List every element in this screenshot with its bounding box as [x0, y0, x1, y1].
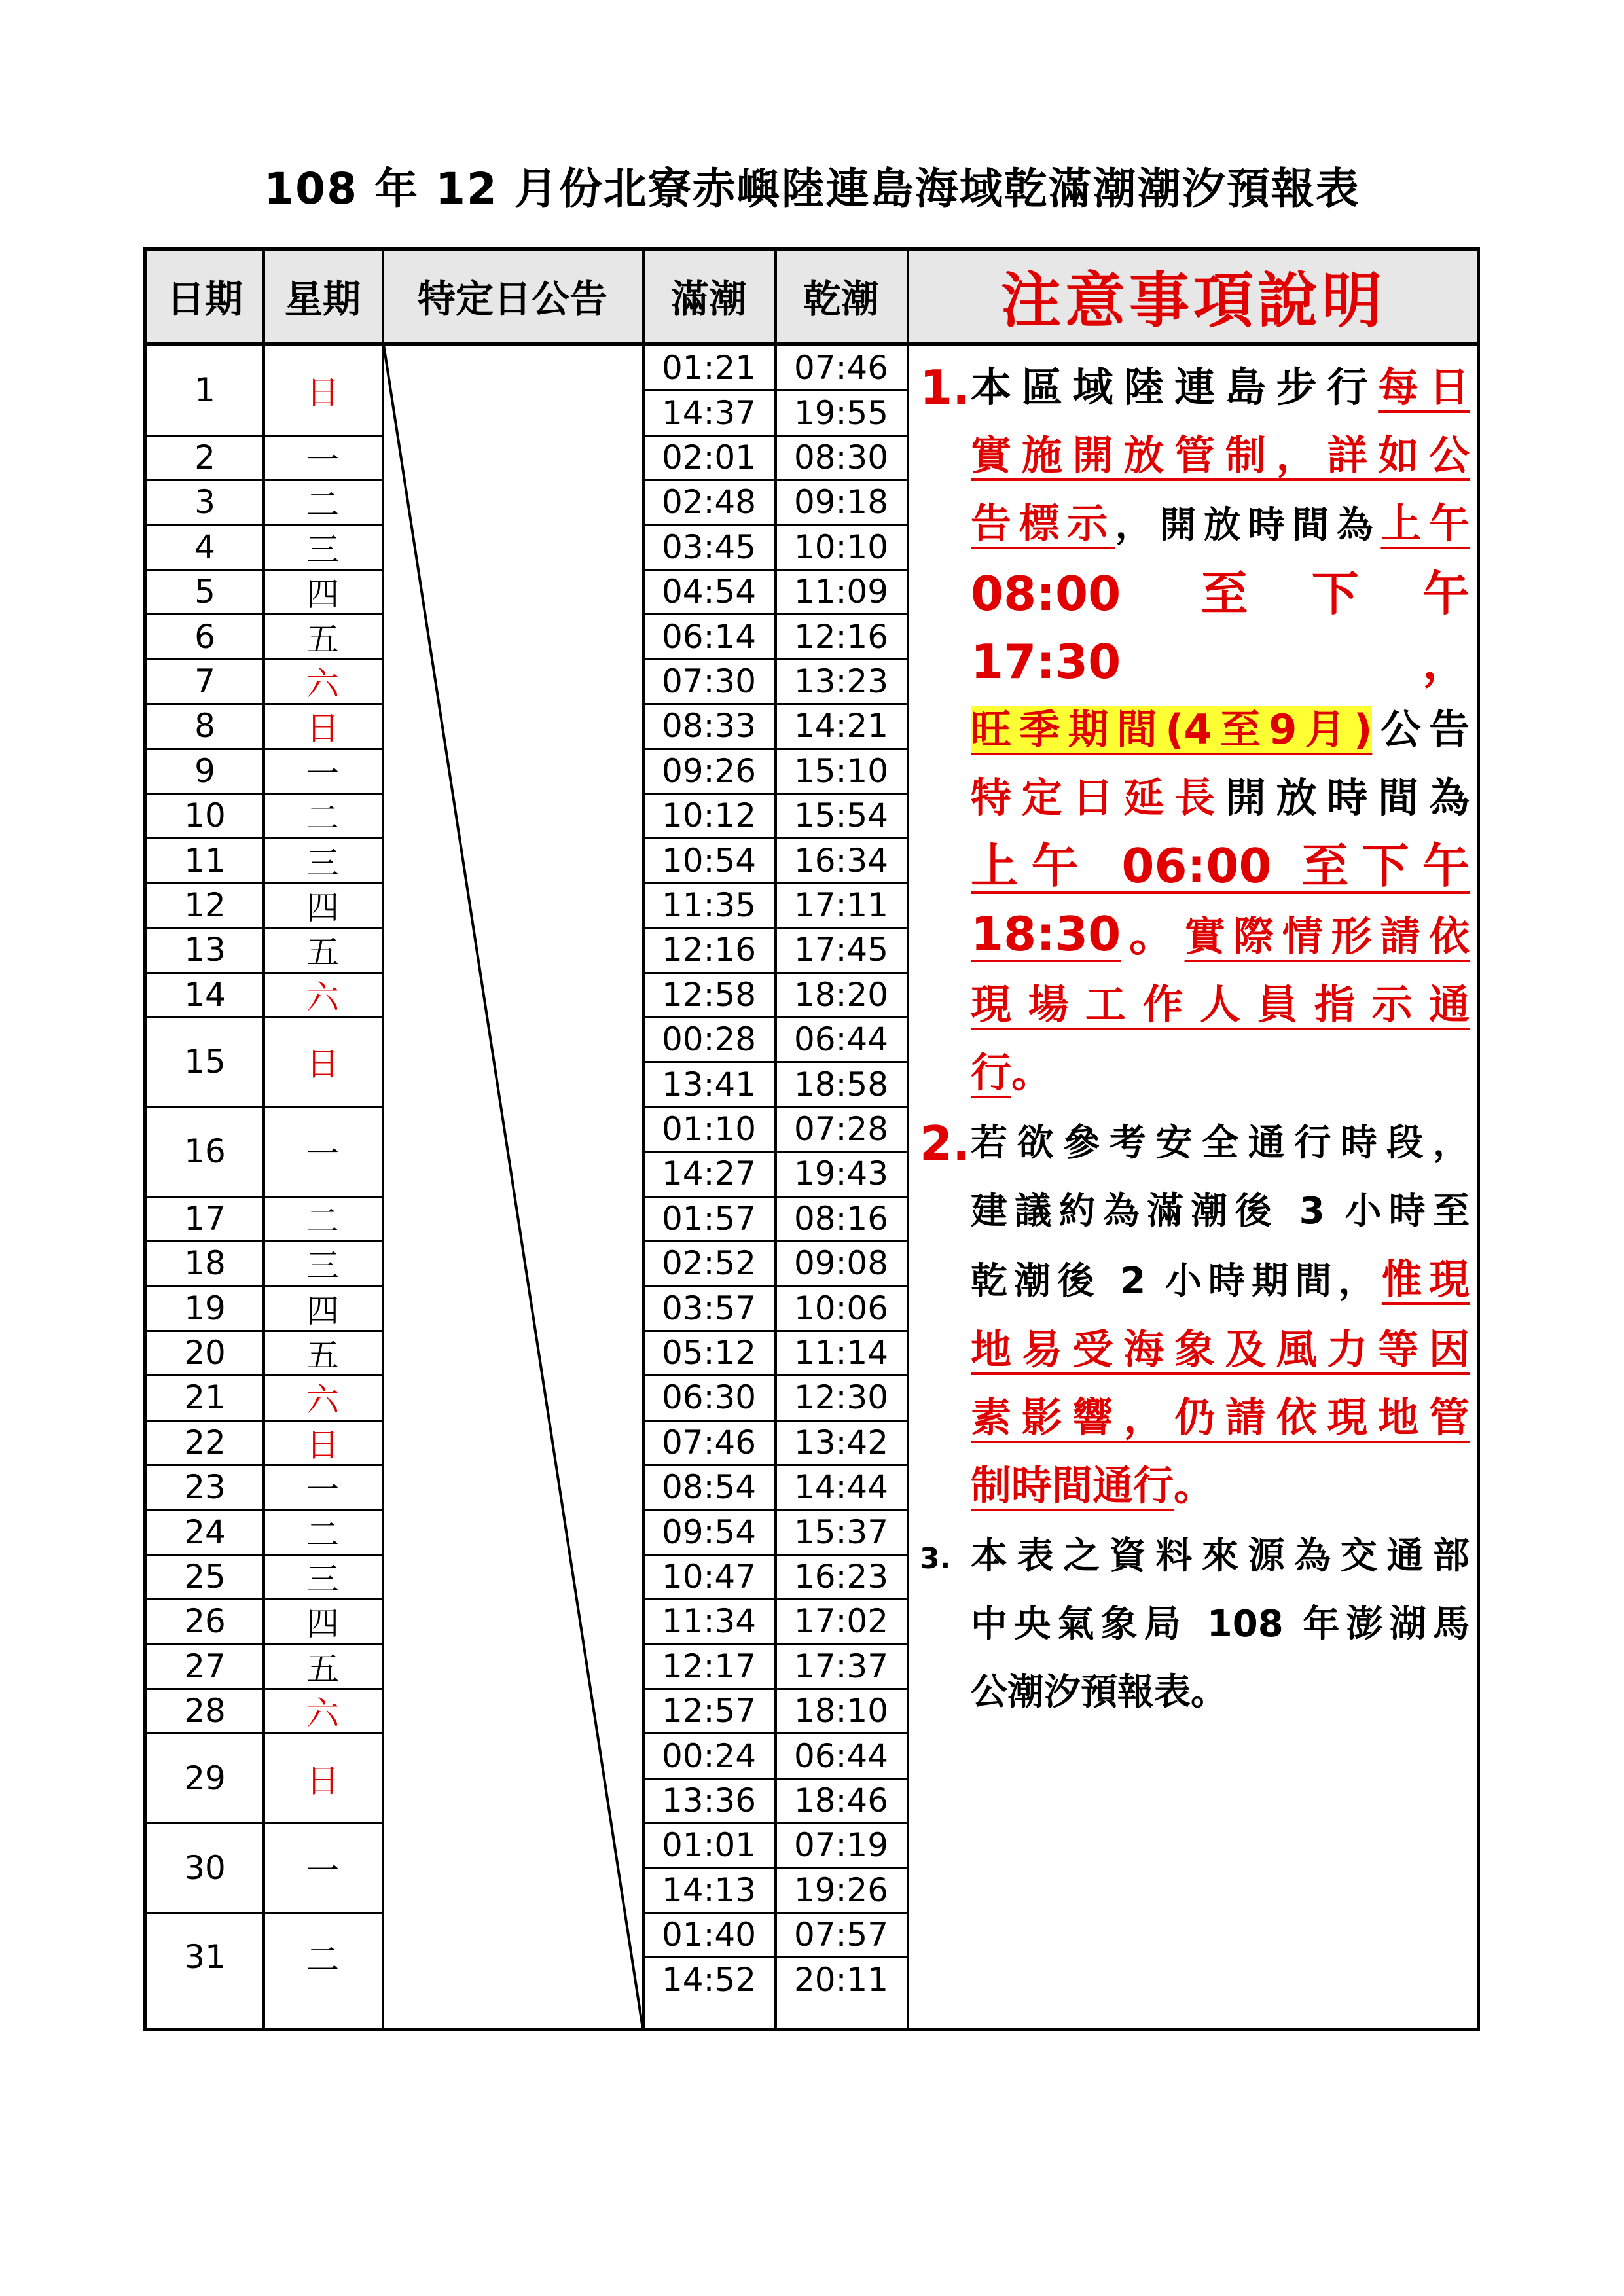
note-1-d: 告標示 [971, 499, 1115, 547]
note-2-g: 制時間通行 [971, 1462, 1174, 1509]
high-tide-time: 07:46 [661, 1423, 757, 1462]
weekday-cell: 日 [306, 1426, 339, 1464]
note-2-b: 建議約為滿潮後 3 小時至 [971, 1190, 1470, 1232]
date-cell: 30 [184, 1848, 226, 1887]
weekday-cell: 四 [306, 575, 339, 614]
note-1-l: 開放時間為 [1225, 774, 1470, 821]
low-tide-time: 18:20 [793, 975, 889, 1014]
weekday-cell: 三 [306, 1560, 339, 1598]
date-cell: 24 [184, 1513, 226, 1551]
note-1-b: 每日 [1378, 363, 1470, 411]
note-3-b: 中央氣象局 108 年澎湖馬 [971, 1603, 1470, 1645]
high-tide-time: 02:48 [661, 483, 757, 522]
weekday-cell: 日 [306, 1761, 339, 1800]
low-tide-time: 06:44 [793, 1020, 889, 1059]
note-1-h: ， [1121, 634, 1470, 689]
high-tide-time: 12:17 [661, 1647, 757, 1685]
date-cell: 5 [194, 573, 215, 611]
header-high-tide: 滿潮 [670, 277, 747, 321]
low-tide-time: 12:30 [793, 1378, 889, 1417]
page-title: 108 年 12 月份北寮赤嶼陸連島海域乾滿潮潮汐預報表 [264, 164, 1360, 214]
date-cell: 23 [184, 1468, 226, 1507]
low-tide-time: 17:37 [793, 1647, 889, 1685]
high-tide-time: 02:01 [661, 438, 757, 476]
note-1-j: 公告 [1372, 706, 1470, 753]
low-tide-time: 17:02 [793, 1602, 889, 1641]
weekday-cell: 二 [306, 1515, 339, 1554]
low-tide-time: 20:11 [793, 1960, 889, 1999]
low-tide-time: 08:16 [793, 1199, 889, 1238]
high-tide-time: 09:54 [661, 1513, 757, 1551]
high-tide-time: 08:33 [661, 707, 757, 745]
low-tide-time: 18:10 [793, 1692, 889, 1731]
weekday-cell: 五 [306, 1649, 339, 1688]
low-tide-time: 06:44 [793, 1736, 889, 1775]
weekday-cell: 五 [306, 1336, 339, 1374]
low-tide-time: 15:37 [793, 1513, 889, 1551]
high-tide-time: 10:54 [661, 841, 757, 880]
header-weekday: 星期 [284, 277, 361, 321]
note-2-e: 地易受海象及風力等因 [971, 1325, 1470, 1373]
low-tide-time: 07:19 [793, 1826, 889, 1865]
date-cell: 14 [184, 975, 226, 1014]
date-cell: 13 [184, 931, 226, 969]
notes-panel [920, 353, 1470, 1727]
weekday-cell: 五 [306, 933, 339, 972]
weekday-cell: 六 [306, 665, 339, 703]
high-tide-time: 14:27 [661, 1155, 757, 1193]
date-cell: 18 [184, 1244, 226, 1283]
weekday-cell: 四 [306, 1291, 339, 1330]
note-1-n: 18:30 [971, 906, 1121, 961]
low-tide-time: 15:10 [793, 751, 889, 790]
low-tide-time: 14:44 [793, 1468, 889, 1507]
high-tide-time: 06:14 [661, 617, 757, 656]
note-2-d: 惟現 [1381, 1255, 1470, 1303]
note-2 [920, 1109, 1470, 1520]
high-tide-time: 00:28 [661, 1020, 757, 1059]
note-1-o: 。 [1121, 906, 1185, 961]
high-tide-time: 12:16 [661, 931, 757, 969]
weekday-cell: 一 [306, 1135, 339, 1174]
low-tide-time: 11:09 [793, 573, 889, 611]
high-tide-time: 08:54 [661, 1468, 757, 1507]
note-2-h: 。 [1174, 1462, 1215, 1509]
date-cell: 26 [184, 1602, 226, 1641]
header-low-tide: 乾潮 [803, 277, 879, 321]
low-tide-time: 09:08 [793, 1244, 889, 1283]
low-tide-time: 13:42 [793, 1423, 889, 1462]
note-1-f: 上午 [1380, 499, 1470, 547]
date-cell: 31 [184, 1938, 226, 1977]
high-tide-time: 01:40 [661, 1916, 757, 1954]
note-1-number: 1. [920, 360, 971, 415]
date-cell: 9 [194, 751, 215, 790]
note-1-r: 行 [971, 1049, 1012, 1096]
low-tide-time: 19:43 [793, 1155, 889, 1193]
note-1-s: 。 [1011, 1049, 1053, 1096]
high-tide-time: 01:21 [661, 349, 757, 387]
high-tide-time: 01:01 [661, 1826, 757, 1865]
weekday-cell: 六 [306, 1695, 339, 1733]
note-3-a: 本表之資料來源為交通部 [971, 1535, 1470, 1577]
high-tide-time: 10:47 [661, 1557, 757, 1596]
high-tide-time: 00:24 [661, 1736, 757, 1775]
weekday-cell: 四 [306, 1605, 339, 1643]
high-tide-time: 01:10 [661, 1109, 757, 1148]
weekday-cell: 三 [306, 844, 339, 882]
weekday-cell: 日 [306, 374, 339, 412]
low-tide-time: 11:14 [793, 1333, 889, 1372]
high-tide-time: 12:57 [661, 1692, 757, 1731]
date-cell: 11 [184, 841, 226, 880]
low-tide-time: 15:54 [793, 797, 889, 835]
high-tide-time: 02:52 [661, 1244, 757, 1283]
low-tide-time: 18:58 [793, 1065, 889, 1103]
date-cell: 7 [194, 662, 215, 700]
low-tide-time: 19:55 [793, 393, 889, 432]
note-1-m: 上午 06:00 至下午 [971, 838, 1470, 893]
high-tide-time: 06:30 [661, 1378, 757, 1417]
weekday-cell: 三 [306, 530, 339, 569]
weekday-cell: 二 [306, 486, 339, 524]
low-tide-time: 09:18 [793, 483, 889, 522]
low-tide-time: 14:21 [793, 707, 889, 745]
note-1-i: 旺季期間(4至9月) [971, 706, 1373, 753]
low-tide-time: 07:28 [793, 1109, 889, 1148]
note-1-e: ，開放時間為 [1115, 504, 1381, 547]
date-cell: 1 [194, 371, 215, 410]
note-2-a: 若欲參考安全通行時段， [971, 1122, 1470, 1164]
weekday-cell: 二 [306, 1202, 339, 1240]
low-tide-time: 17:11 [793, 886, 889, 924]
date-cell: 21 [184, 1378, 226, 1417]
weekday-cell: 六 [306, 1381, 339, 1420]
weekday-cell: 二 [306, 1941, 339, 1979]
weekday-cell: 三 [306, 1247, 339, 1285]
high-tide-time: 11:35 [661, 886, 757, 924]
date-cell: 25 [184, 1557, 226, 1596]
high-tide-time: 14:37 [661, 393, 757, 432]
note-1-k: 特定日延長 [971, 774, 1225, 821]
low-tide-time: 07:46 [793, 349, 889, 387]
high-tide-time: 05:12 [661, 1333, 757, 1372]
low-tide-time: 18:46 [793, 1781, 889, 1820]
weekday-cell: 日 [306, 1045, 339, 1084]
weekday-cell: 日 [306, 709, 339, 748]
weekday-cell: 一 [306, 1471, 339, 1509]
note-3-c: 公潮汐預報表。 [971, 1671, 1227, 1713]
weekday-cell: 一 [306, 441, 339, 479]
date-cell: 2 [194, 438, 215, 476]
note-1-c: 實施開放管制，詳如公 [971, 431, 1470, 479]
low-tide-time: 17:45 [793, 931, 889, 969]
date-cell: 4 [194, 528, 215, 566]
note-1-p: 實際情形請依 [1184, 912, 1470, 960]
low-tide-time: 12:16 [793, 617, 889, 656]
high-tide-time: 03:57 [661, 1289, 757, 1327]
weekday-cell: 二 [306, 799, 339, 838]
high-tide-time: 12:58 [661, 975, 757, 1014]
low-tide-time: 07:57 [793, 1916, 889, 1954]
date-cell: 22 [184, 1423, 226, 1462]
low-tide-time: 16:34 [793, 841, 889, 880]
note-3 [920, 1522, 1470, 1727]
notes-title: 注意事項說明 [1000, 266, 1386, 336]
high-tide-time: 11:34 [661, 1602, 757, 1641]
weekday-cell: 四 [306, 889, 339, 927]
date-cell: 6 [194, 617, 215, 656]
note-3-number: 3. [920, 1542, 951, 1575]
date-cell: 29 [184, 1759, 226, 1797]
date-cell: 27 [184, 1647, 226, 1685]
note-1-g: 08:00 至下午 17:30 [971, 566, 1470, 689]
date-cell: 19 [184, 1289, 226, 1327]
header-date: 日期 [166, 277, 243, 321]
note-2-c: 乾潮後 2 小時期間， [971, 1260, 1382, 1302]
high-tide-time: 10:12 [661, 797, 757, 835]
weekday-cell: 五 [306, 620, 339, 658]
high-tide-time: 09:26 [661, 751, 757, 790]
high-tide-time: 13:36 [661, 1781, 757, 1820]
date-cell: 8 [194, 707, 215, 745]
low-tide-time: 10:06 [793, 1289, 889, 1327]
low-tide-time: 16:23 [793, 1557, 889, 1596]
weekday-cell: 一 [306, 1851, 339, 1890]
low-tide-time: 13:23 [793, 662, 889, 700]
date-cell: 3 [194, 483, 215, 522]
note-2-f: 素影響，仍請依現地管 [971, 1393, 1470, 1441]
date-cell: 28 [184, 1692, 226, 1731]
high-tide-time: 03:45 [661, 528, 757, 566]
note-2-number: 2. [920, 1116, 971, 1171]
high-tide-time: 14:13 [661, 1871, 757, 1909]
weekday-cell: 一 [306, 754, 339, 793]
header-special-day: 特定日公告 [417, 277, 607, 321]
weekday-cell: 六 [306, 978, 339, 1016]
date-cell: 16 [184, 1132, 226, 1171]
low-tide-time: 10:10 [793, 528, 889, 566]
date-cell: 17 [184, 1199, 226, 1238]
high-tide-time: 13:41 [661, 1065, 757, 1103]
date-cell: 20 [184, 1333, 226, 1372]
high-tide-time: 04:54 [661, 573, 757, 611]
date-cell: 10 [184, 797, 226, 835]
high-tide-time: 14:52 [661, 1960, 757, 1999]
note-1-a: 本區域陸連島步行 [971, 363, 1379, 411]
note-1 [920, 353, 1470, 1107]
date-cell: 15 [184, 1043, 226, 1081]
date-cell: 12 [184, 886, 226, 924]
low-tide-time: 19:26 [793, 1871, 889, 1909]
high-tide-time: 01:57 [661, 1199, 757, 1238]
high-tide-time: 07:30 [661, 662, 757, 700]
low-tide-time: 08:30 [793, 438, 889, 476]
note-1-q: 現場工作人員指示通 [971, 980, 1470, 1028]
